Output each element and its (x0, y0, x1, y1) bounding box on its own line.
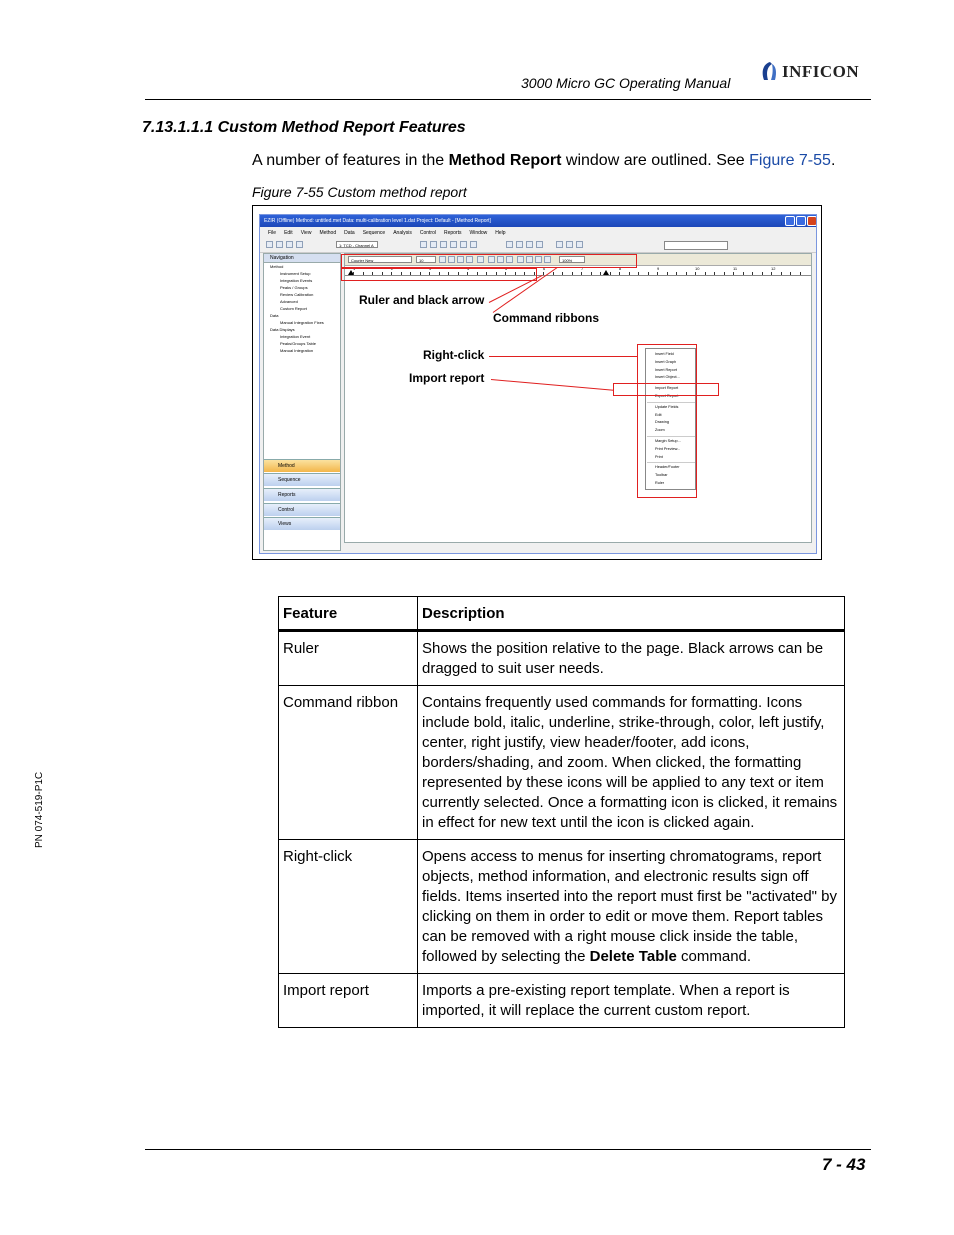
save-icon[interactable] (286, 241, 293, 248)
ruler-tick (581, 272, 582, 275)
inficon-logo (760, 60, 875, 84)
ruler-tick (648, 272, 649, 275)
ruler-tick (800, 272, 801, 275)
font-size-select[interactable]: 10 (416, 256, 436, 263)
navigation-pane (263, 253, 341, 551)
feature-cell: Right-click (279, 840, 418, 974)
features-table (278, 596, 845, 1028)
header-rule (145, 99, 871, 100)
context-menu-item[interactable]: Insert Field (655, 352, 674, 356)
nav-button-views[interactable]: Views (264, 517, 340, 530)
ruler-tick (771, 272, 772, 275)
ruler-tick (572, 272, 573, 275)
ruler-tick (600, 272, 601, 275)
toolbar-icon-l[interactable] (566, 241, 573, 248)
ruler-number: 7 (581, 266, 584, 271)
section-heading: 7.13.1.1.1 Custom Method Report Features (142, 119, 466, 136)
ruler-tick (553, 272, 554, 275)
window-title: EZIR (Offline) Method: untitled.met Data: multi-calibration level 1.dat Project: Default - [Method Report] (264, 218, 491, 224)
ruler-number: 6 (543, 266, 546, 271)
context-menu-item[interactable]: Insert Report (655, 367, 677, 372)
nav-tree-item[interactable]: Manual Integration (280, 348, 314, 353)
close-button[interactable] (807, 216, 817, 226)
nav-tree-item[interactable]: Peaks / Groups (280, 285, 308, 290)
description-bold-command: Delete Table (589, 948, 677, 965)
main-toolbar (260, 238, 816, 253)
open-icon[interactable] (276, 241, 283, 248)
menu-item[interactable]: Analysis (393, 230, 412, 236)
toolbar-icon-g[interactable] (506, 241, 513, 248)
ruler-tick (752, 272, 753, 275)
ruler-number: 11 (733, 266, 738, 271)
logo-wordmark: INFICON (782, 62, 860, 81)
table-header-row (279, 597, 845, 631)
ruler-tick (629, 272, 630, 275)
intro-paragraph (252, 152, 835, 170)
nav-tree-item[interactable]: Integration Events (280, 278, 313, 283)
menu-item[interactable]: View (300, 230, 312, 236)
intro-text-1: A number of features in the (252, 152, 449, 169)
ruler-tick (705, 272, 706, 275)
context-menu-item[interactable]: Insert Object... (655, 375, 680, 380)
figure-link[interactable]: Figure 7-55 (749, 152, 831, 169)
nav-tree-item[interactable]: Method (270, 264, 284, 269)
ruler-number: 4 (467, 266, 470, 271)
menu-item[interactable]: Control (419, 230, 436, 236)
leader-right-click (489, 356, 637, 357)
figure-caption: Figure 7-55 Custom method report (252, 184, 467, 200)
context-menu-item[interactable]: Header/Footer (655, 465, 680, 470)
ruler-tick (733, 272, 734, 275)
toolbar-icon-a[interactable] (420, 241, 427, 248)
nav-button-sequence[interactable]: Sequence (264, 473, 340, 486)
callout-ruler: Ruler and black arrow (359, 293, 485, 307)
figure-screenshot (252, 205, 822, 560)
callout-right-click: Right-click (423, 348, 485, 362)
inficon-logo-mark-icon (760, 60, 780, 82)
ruler-number: 1 (353, 266, 356, 271)
ruler-tick (686, 272, 687, 275)
ruler-tick (714, 272, 715, 275)
ruler-number: 9 (657, 266, 660, 271)
menu-item[interactable]: Method (319, 230, 337, 236)
context-menu-item[interactable]: Ruler (655, 480, 665, 485)
nav-tree-item[interactable]: Data (270, 313, 279, 318)
toolbar-icon-h[interactable] (516, 241, 523, 248)
ruler-number: 3 (429, 266, 432, 271)
toolbar-icon-f[interactable] (470, 241, 477, 248)
menu-item[interactable]: File (268, 230, 277, 236)
toolbar-icon-b[interactable] (430, 241, 437, 248)
ruler-tick (667, 272, 668, 275)
description-cell: Shows the position relative to the page. Black arrows can be dragged to suit user needs. (418, 631, 845, 686)
table-row (279, 631, 845, 686)
toolbar-icon-j[interactable] (536, 241, 543, 248)
running-header-title: 3000 Micro GC Operating Manual (521, 75, 731, 91)
header-feature: Feature (279, 597, 418, 631)
ruler-number: 2 (391, 266, 394, 271)
toolbar-icon-c[interactable] (440, 241, 447, 248)
part-number: PN 074-519-P1C (34, 771, 45, 848)
context-menu-item[interactable]: Edit (655, 412, 662, 417)
zoom-select[interactable]: 100% (559, 256, 585, 263)
minimize-button[interactable] (785, 216, 795, 226)
nav-tree-item[interactable]: Peaks/Groups Table (280, 341, 316, 346)
feature-cell: Ruler (279, 631, 418, 686)
ruler-tick (543, 272, 544, 275)
context-menu-item[interactable]: Update Fields (655, 404, 679, 409)
toolbar-icon-d[interactable] (450, 241, 457, 248)
context-menu-item[interactable]: Drawing (655, 420, 669, 425)
context-menu-item[interactable]: Print (655, 454, 663, 459)
nav-tree-item[interactable]: Advanced (280, 299, 298, 304)
nav-button-control[interactable]: Control (264, 503, 340, 516)
nav-tree-item[interactable]: Review Calibration (280, 292, 314, 297)
ruler-tick (657, 272, 658, 275)
context-menu-item[interactable]: Insert Graph (655, 359, 677, 364)
ruler-tick (638, 272, 639, 275)
callout-import-report: Import report (409, 371, 485, 385)
print-icon[interactable] (296, 241, 303, 248)
nav-tree (264, 263, 340, 354)
menu-item[interactable]: Edit (284, 230, 293, 236)
ruler-number: 5 (505, 266, 508, 271)
nav-tree-item[interactable]: Manual Integration Fixes (280, 320, 324, 325)
toolbar-icon-i[interactable] (526, 241, 533, 248)
context-menu-item[interactable]: Import Report (655, 386, 679, 391)
new-icon[interactable] (266, 241, 273, 248)
toolbar-icon-k[interactable] (556, 241, 563, 248)
description-cell: Imports a pre-existing report template. When a report is imported, it will replace the current custom report. (418, 974, 845, 1028)
nav-tree-item[interactable]: Data Displays (270, 327, 295, 332)
nav-button-method[interactable]: Method (264, 459, 340, 472)
ruler-number: 12 (771, 266, 776, 271)
status-bar (344, 545, 812, 553)
page-number: 7 - 43 (822, 1155, 866, 1174)
nav-button-reports[interactable]: Reports (264, 488, 340, 501)
window-titlebar (260, 215, 816, 227)
menu-item[interactable]: Data (344, 230, 355, 236)
font-name-select[interactable]: Courier New (348, 256, 412, 263)
description-cell: Contains frequently used commands for formatting. Icons include bold, italic, underline, strike-through, color, left justify, center, right justify, view header/footer, add icons, borders/shading, and zoom. When clicked, the formatting represented by these icons will be applied to any text or item currently selected. Once a formatting icon is clicked, it remains in effect for new text until the icon is clicked again. (418, 686, 845, 840)
description-text-end: command. (676, 948, 752, 965)
table-row (279, 974, 845, 1028)
nav-pane-title: Navigation (264, 254, 340, 263)
menu-item[interactable]: Sequence (362, 230, 386, 236)
context-menu-item[interactable]: Export Report (655, 393, 679, 398)
footer-rule (145, 1149, 871, 1150)
menu-item[interactable]: Help (495, 230, 506, 236)
right-click-highlight-box (637, 344, 697, 498)
channel-select[interactable]: 1: TCD - Channel A (336, 241, 378, 248)
table-row (279, 686, 845, 840)
ruler-tick (591, 272, 592, 275)
ruler-tick (619, 272, 620, 275)
context-menu-item[interactable]: Print Preview... (655, 446, 681, 451)
header-description: Description (418, 597, 845, 631)
maximize-button[interactable] (796, 216, 806, 226)
import-highlight-box (613, 383, 719, 396)
ruler-tick (743, 272, 744, 275)
ribbon-highlight-box (341, 254, 637, 268)
toolbar-icon-e[interactable] (460, 241, 467, 248)
ruler-arrow-right-icon[interactable] (603, 270, 609, 275)
description-cell (418, 840, 845, 974)
menu-item[interactable]: Window (469, 230, 488, 236)
time-range-field[interactable] (664, 241, 728, 250)
context-menu-item[interactable]: Zoom (655, 428, 665, 433)
ruler-tick (610, 272, 611, 275)
ruler-tick (695, 272, 696, 275)
context-menu-item[interactable]: Toolbar (655, 473, 668, 478)
feature-cell: Command ribbon (279, 686, 418, 840)
ruler-tick (724, 272, 725, 275)
nav-tree-item[interactable]: Custom Report (280, 306, 307, 311)
ruler-number: 10 (695, 266, 700, 271)
ruler-tick (762, 272, 763, 275)
menu-item[interactable]: Reports (443, 230, 462, 236)
context-menu-item[interactable]: Margin Setup... (655, 438, 681, 443)
callout-command-ribbons: Command ribbons (493, 311, 600, 325)
ruler-highlight-box (341, 268, 537, 281)
menu-bar (260, 228, 816, 238)
ruler-tick (562, 272, 563, 275)
ruler-tick (781, 272, 782, 275)
intro-bold-term: Method Report (448, 152, 562, 169)
ruler-tick (676, 272, 677, 275)
table-row (279, 840, 845, 974)
intro-text-2: window are outlined. See (561, 152, 750, 169)
nav-tree-item[interactable]: Integration Event (280, 334, 311, 339)
feature-cell: Import report (279, 974, 418, 1028)
nav-tree-item[interactable]: Instrument Setup (280, 271, 311, 276)
ruler-tick (790, 272, 791, 275)
ruler-number: 8 (619, 266, 622, 271)
toolbar-icon-m[interactable] (576, 241, 583, 248)
description-text: Opens access to menus for inserting chromatograms, report objects, method information, and electronic results sign off fields. Items inserted into the report must first be "activated" by clicking on them in order to edit or move them. Report tables can be removed with a right mouse click inside the table, followed by selecting the (422, 848, 837, 965)
intro-text-3: . (830, 152, 836, 169)
